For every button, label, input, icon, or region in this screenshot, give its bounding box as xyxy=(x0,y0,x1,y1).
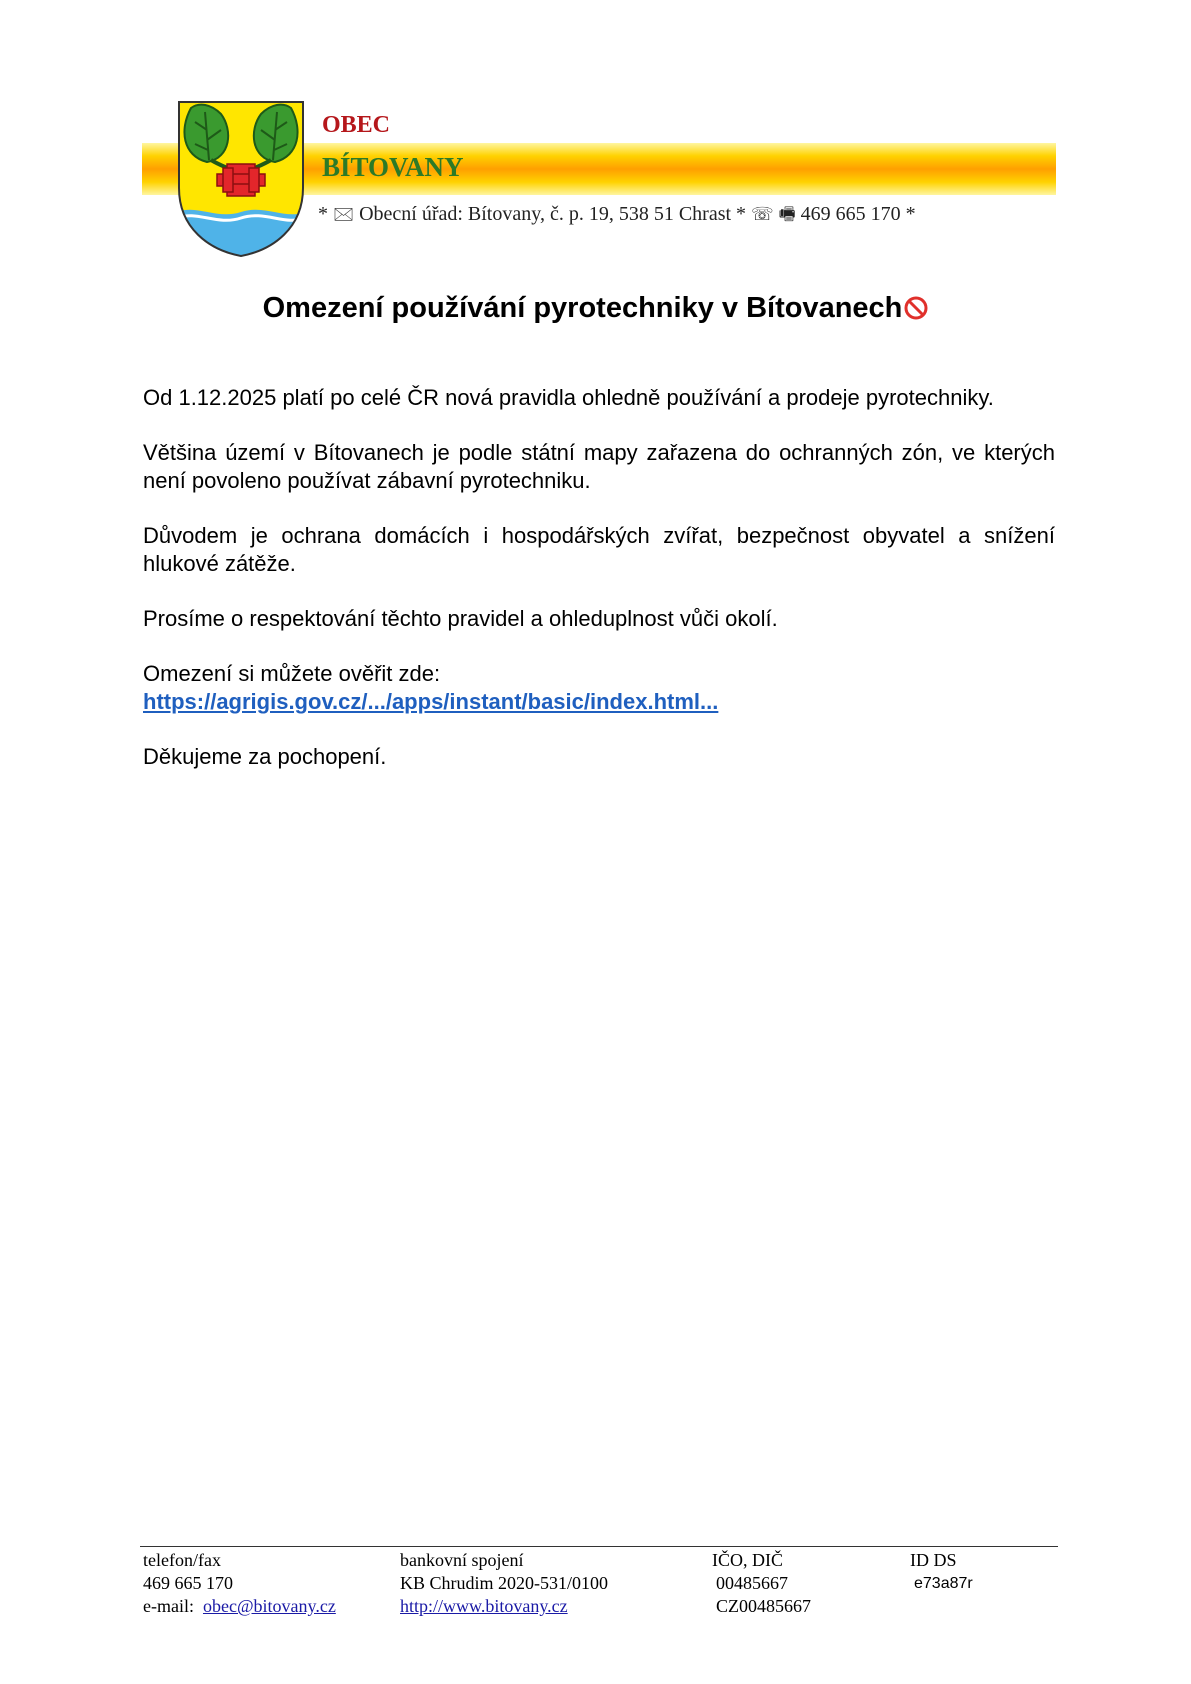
verify-paragraph xyxy=(143,660,1055,716)
footer-ico-label: IČO, DIČ xyxy=(712,1550,783,1570)
letterhead-obec: OBEC xyxy=(322,112,391,138)
no-entry-icon xyxy=(904,296,928,320)
footer-phone: 469 665 170 xyxy=(143,1573,233,1593)
document-body xyxy=(143,384,1055,798)
footer-bank-label: bankovní spojení xyxy=(400,1550,524,1570)
address-text: Obecní úřad: Bítovany, č. p. 19, 538 51 Chrast * xyxy=(359,203,747,225)
footer-ico: 00485667 xyxy=(716,1573,788,1593)
verify-link[interactable]: https://agrigis.gov.cz/.../apps/instant/basic/index.html... xyxy=(143,689,719,714)
letterhead-town: BÍTOVANY xyxy=(322,152,464,182)
letterhead xyxy=(0,0,1191,270)
paragraph: Důvodem je ochrana domácích i hospodářských zvířat, bezpečnost obyvatel a snížení hlukové zátěže. xyxy=(143,523,1055,576)
address-phone: 469 665 170 * xyxy=(800,203,916,225)
footer-phone-label: telefon/fax xyxy=(143,1550,221,1570)
footer-email-label: e-mail: xyxy=(143,1596,194,1616)
paragraph: Většina území v Bítovanech je podle státní mapy zařazena do ochranných zón, ve kterých není povoleno používat zábavní pyrotechniku. xyxy=(143,440,1055,493)
address-prefix: * xyxy=(318,203,328,225)
footer-email-row xyxy=(143,1595,336,1618)
footer-bank-account: KB Chrudim 2020-531/0100 xyxy=(400,1573,609,1593)
footer-dic: CZ00485667 xyxy=(716,1596,812,1616)
thanks-paragraph: Děkujeme za pochopení. xyxy=(143,744,387,769)
coat-of-arms-icon xyxy=(177,100,305,258)
paragraph: Prosíme o respektování těchto pravidel a ohleduplnost vůči okolí. xyxy=(143,606,778,631)
footer-contact xyxy=(143,1549,336,1618)
telephone-icon: ☏ xyxy=(751,204,774,225)
paragraph: Od 1.12.2025 platí po celé ČR nová pravidla ohledně používání a prodeje pyrotechniky. xyxy=(143,385,994,410)
footer-ds-id: e73a87r xyxy=(914,1575,973,1592)
footer-ds xyxy=(910,1549,973,1595)
footer-ids xyxy=(712,1549,811,1618)
letterhead-address xyxy=(318,202,916,232)
footer-bank xyxy=(400,1549,608,1618)
verify-text: Omezení si můžete ověřit zde: xyxy=(143,661,441,686)
footer-divider xyxy=(140,1546,1058,1547)
envelope-icon: 🖂 xyxy=(333,204,355,225)
page-title-text: Omezení používání pyrotechniky v Bítovanech xyxy=(262,292,903,324)
footer-ds-label: ID DS xyxy=(910,1550,957,1570)
page-title xyxy=(0,292,1191,325)
fax-icon: 🖷 xyxy=(778,204,796,225)
footer-email-link[interactable]: obec@bitovany.cz xyxy=(202,1596,336,1616)
footer-web-link[interactable]: http://www.bitovany.cz xyxy=(400,1596,568,1616)
